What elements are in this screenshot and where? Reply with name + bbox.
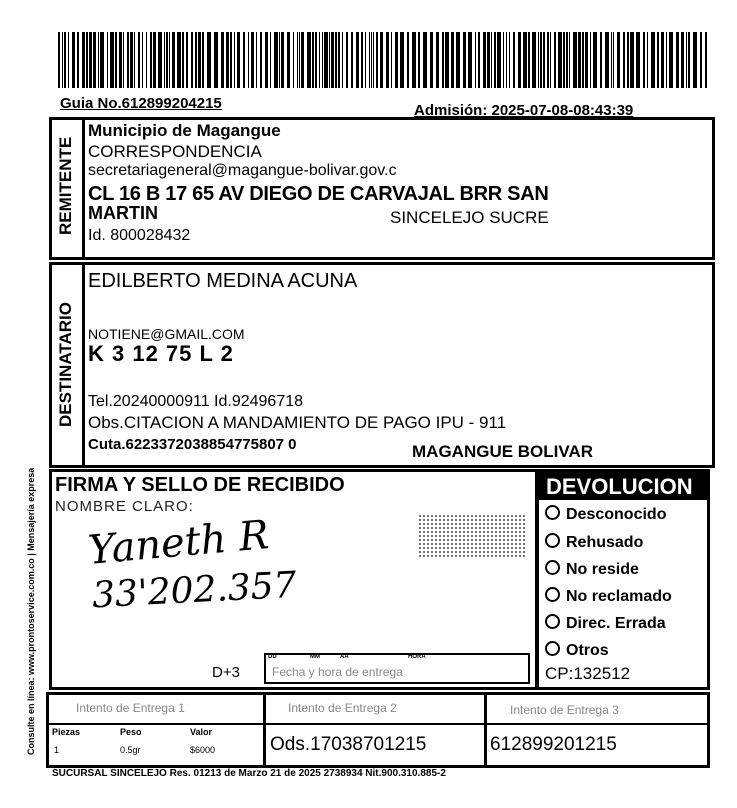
radio-circle-icon [545,614,560,629]
ods-number: Ods.17038701215 [270,734,427,755]
guia-number: Guia No.612899204215 [60,95,222,112]
destinatario-address: K 3 12 75 L 2 [88,341,234,366]
intentos-col-1 [263,695,266,765]
intento-1: Intento de Entrega 1 [76,701,185,715]
devolucion-title: DEVOLUCION [546,474,693,499]
destinatario-email: NOTIENE@GMAIL.COM [88,326,245,342]
valor-value: $6000 [190,745,216,755]
peso-value: 0.5gr [120,745,141,755]
footer-sucursal: SUCURSAL SINCELEJO Res. 01213 de Marzo 21 de 2025 2738934 Nit.900.310.885-2 [52,768,446,779]
side-website-text: Consulte en línea: www.prontoservice.com.co | Mensajería expresa [26,467,36,755]
stamp-smudge [418,514,526,558]
intentos-divider [49,723,710,725]
signature-id: 33'202.357 [91,564,298,617]
signature-name: Yaneth R [86,512,271,574]
remitente-address-2: MARTIN [88,203,158,223]
radio-circle-icon [545,533,560,548]
destinatario-name: EDILBERTO MEDINA ACUNA [88,270,358,292]
barcode [58,32,716,88]
destinatario-cuenta: Cuta.6223372038854775807 0 [88,436,297,453]
date-label-aa: AA [340,654,349,660]
d3-label: D+3 [212,664,240,681]
option-desconocido[interactable]: Desconocido [545,505,666,524]
option-direc-errada[interactable]: Direc. Errada [545,614,666,633]
remitente-city: SINCELEJO SUCRE [390,208,549,227]
nombre-claro-label: NOMBRE CLARO: [55,498,194,515]
cp-code: CP:132512 [545,664,631,683]
intento-2: Intento de Entrega 2 [288,701,397,715]
recibido-title: FIRMA Y SELLO DE RECIBIDO [55,474,345,496]
guia-number-bottom: 612899201215 [490,734,617,755]
destinatario-label: DESTINATARIO [56,302,75,428]
remitente-label: REMITENTE [56,136,75,236]
destinatario-tel: Tel.20240000911 Id.92496718 [88,393,304,410]
piezas-label: Piezas [52,727,81,737]
remitente-name: Municipio de Magangue [88,121,281,140]
remitente-dept: CORRESPONDENCIA [88,142,262,161]
date-caption: Fecha y hora de entrega [272,665,403,679]
option-otros[interactable]: Otros [545,641,609,660]
radio-circle-icon [545,641,560,656]
option-rehusado[interactable]: Rehusado [545,533,643,552]
date-label-mm: MM [310,654,320,660]
intentos-col-2 [484,695,487,765]
intento-3: Intento de Entrega 3 [510,703,619,717]
remitente-address-1: CL 16 B 17 65 AV DIEGO DE CARVAJAL BRR SAN [88,183,549,205]
valor-label: Valor [190,727,213,737]
destinatario-city: MAGANGUE BOLIVAR [412,442,594,461]
piezas-value: 1 [54,745,60,755]
destinatario-obs: Obs.CITACION A MANDAMIENTO DE PAGO IPU - 911 [88,413,507,432]
option-no-reclamado[interactable]: No reclamado [545,587,672,606]
radio-circle-icon [545,505,560,520]
radio-circle-icon [545,587,560,602]
admision-date: Admisión: 2025-07-08-08:43:39 [414,102,634,119]
peso-label: Peso [120,727,142,737]
remitente-email: secretariageneral@magangue-bolivar.gov.c [88,162,397,179]
remitente-id: Id. 800028432 [88,227,191,244]
radio-circle-icon [545,560,560,575]
option-no-reside[interactable]: No reside [545,560,639,579]
date-label-hora: HORA [408,654,426,660]
date-label-dd: DD [268,654,277,660]
